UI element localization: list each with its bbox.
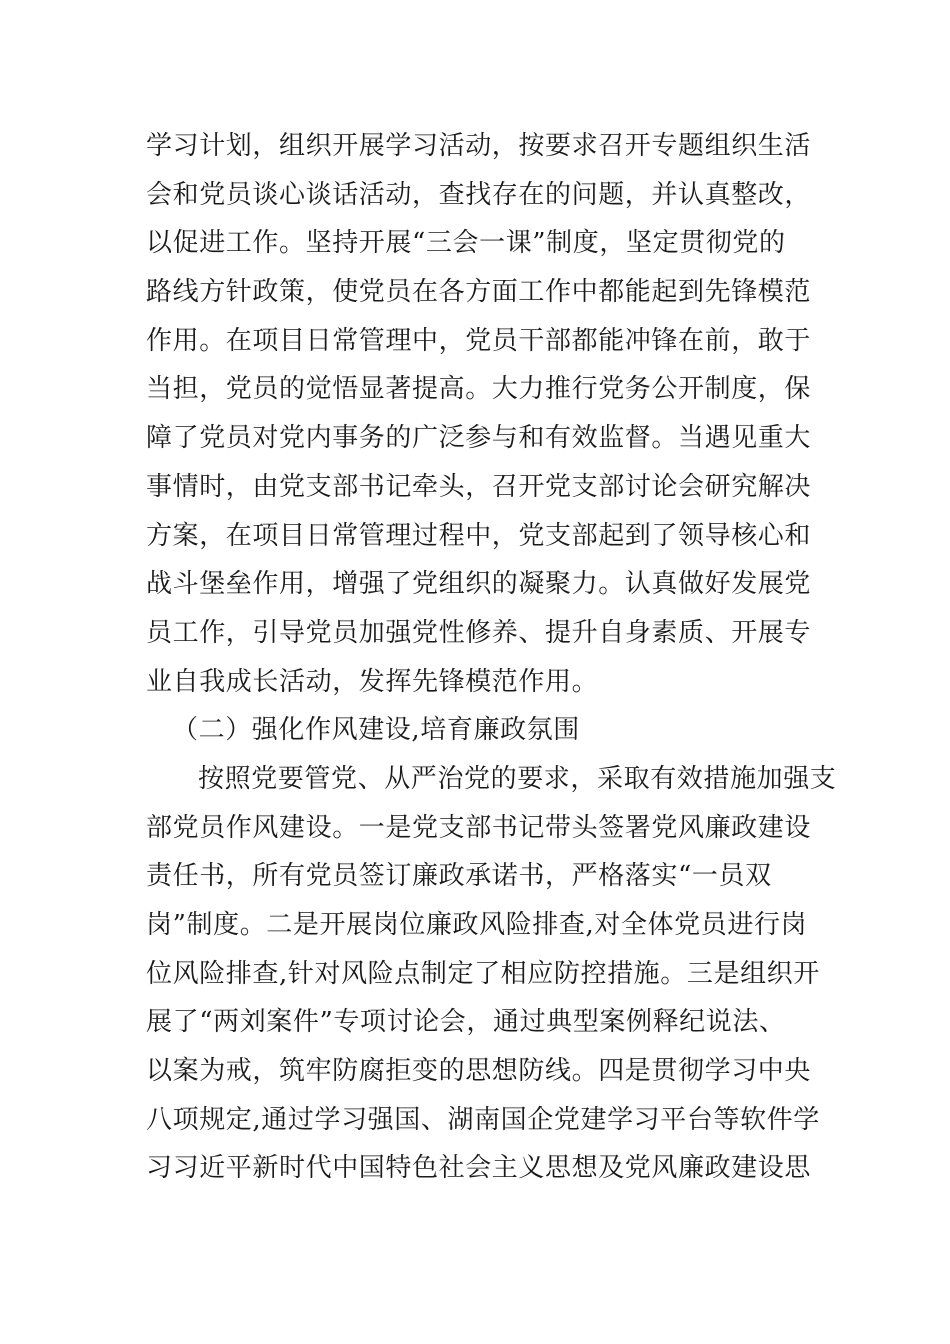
text-line: 展了“两刘案件”专项讨论会，通过典型案例释纪说法、 xyxy=(146,1007,786,1038)
document-body xyxy=(146,122,837,1193)
text-line: 按照党要管党、从严治党的要求，采取有效措施加强支 xyxy=(198,763,837,794)
text-line: 位风险排查,针对风险点制定了相应防控措施。三是组织开 xyxy=(146,958,820,989)
text-line: 岗”制度。二是开展岗位廉政风险排查,对全体党员进行岗 xyxy=(146,910,808,940)
text-line: 会和党员谈心谈话活动，查找存在的问题，并认真整改， xyxy=(146,179,812,210)
text-line: 学习计划，组织开展学习活动，按要求召开专题组织生活 xyxy=(146,131,812,161)
text-line: 障了党员对党内事务的广泛参与和有效监督。当遇见重大 xyxy=(146,423,812,454)
text-line: 习习近平新时代中国特色社会主义思想及党风廉政建设思 xyxy=(146,1153,812,1184)
text-line: 战斗堡垒作用，增强了党组织的凝聚力。认真做好发展党 xyxy=(146,569,812,600)
text-line: 以促进工作。坚持开展“三会一课”制度，坚定贯彻党的 xyxy=(146,228,786,259)
text-line: 责任书，所有党员签订廉政承诺书，严格落实“一员双 xyxy=(146,861,772,892)
section-heading: （二）强化作风建设,培育廉政氛围 xyxy=(172,715,580,746)
text-line: 业自我成长活动，发挥先锋模范作用。 xyxy=(146,666,599,697)
text-line: 员工作，引导党员加强党性修养、提升自身素质、开展专 xyxy=(146,617,812,648)
text-line: 八项规定,通过学习强国、湖南国企党建学习平台等软件学 xyxy=(146,1104,820,1135)
text-line: 事情时，由党支部书记牵头，召开党支部讨论会研究解决 xyxy=(146,471,812,502)
text-line: 路线方针政策，使党员在各方面工作中都能起到先锋模范 xyxy=(146,277,812,308)
text-line: 方案，在项目日常管理过程中，党支部起到了领导核心和 xyxy=(146,520,812,551)
paragraph-work-style xyxy=(146,755,837,1193)
text-line: 作用。在项目日常管理中，党员干部都能冲锋在前，敢于 xyxy=(146,325,812,356)
text-line: 当担，党员的觉悟显著提高。大力推行党务公开制度，保 xyxy=(146,374,812,405)
paragraph-party-building xyxy=(146,122,812,706)
text-line: 以案为戒，筑牢防腐拒变的思想防线。四是贯彻学习中央 xyxy=(146,1056,812,1087)
text-line: 部党员作风建设。一是党支部书记带头签署党风廉政建设 xyxy=(146,812,812,843)
